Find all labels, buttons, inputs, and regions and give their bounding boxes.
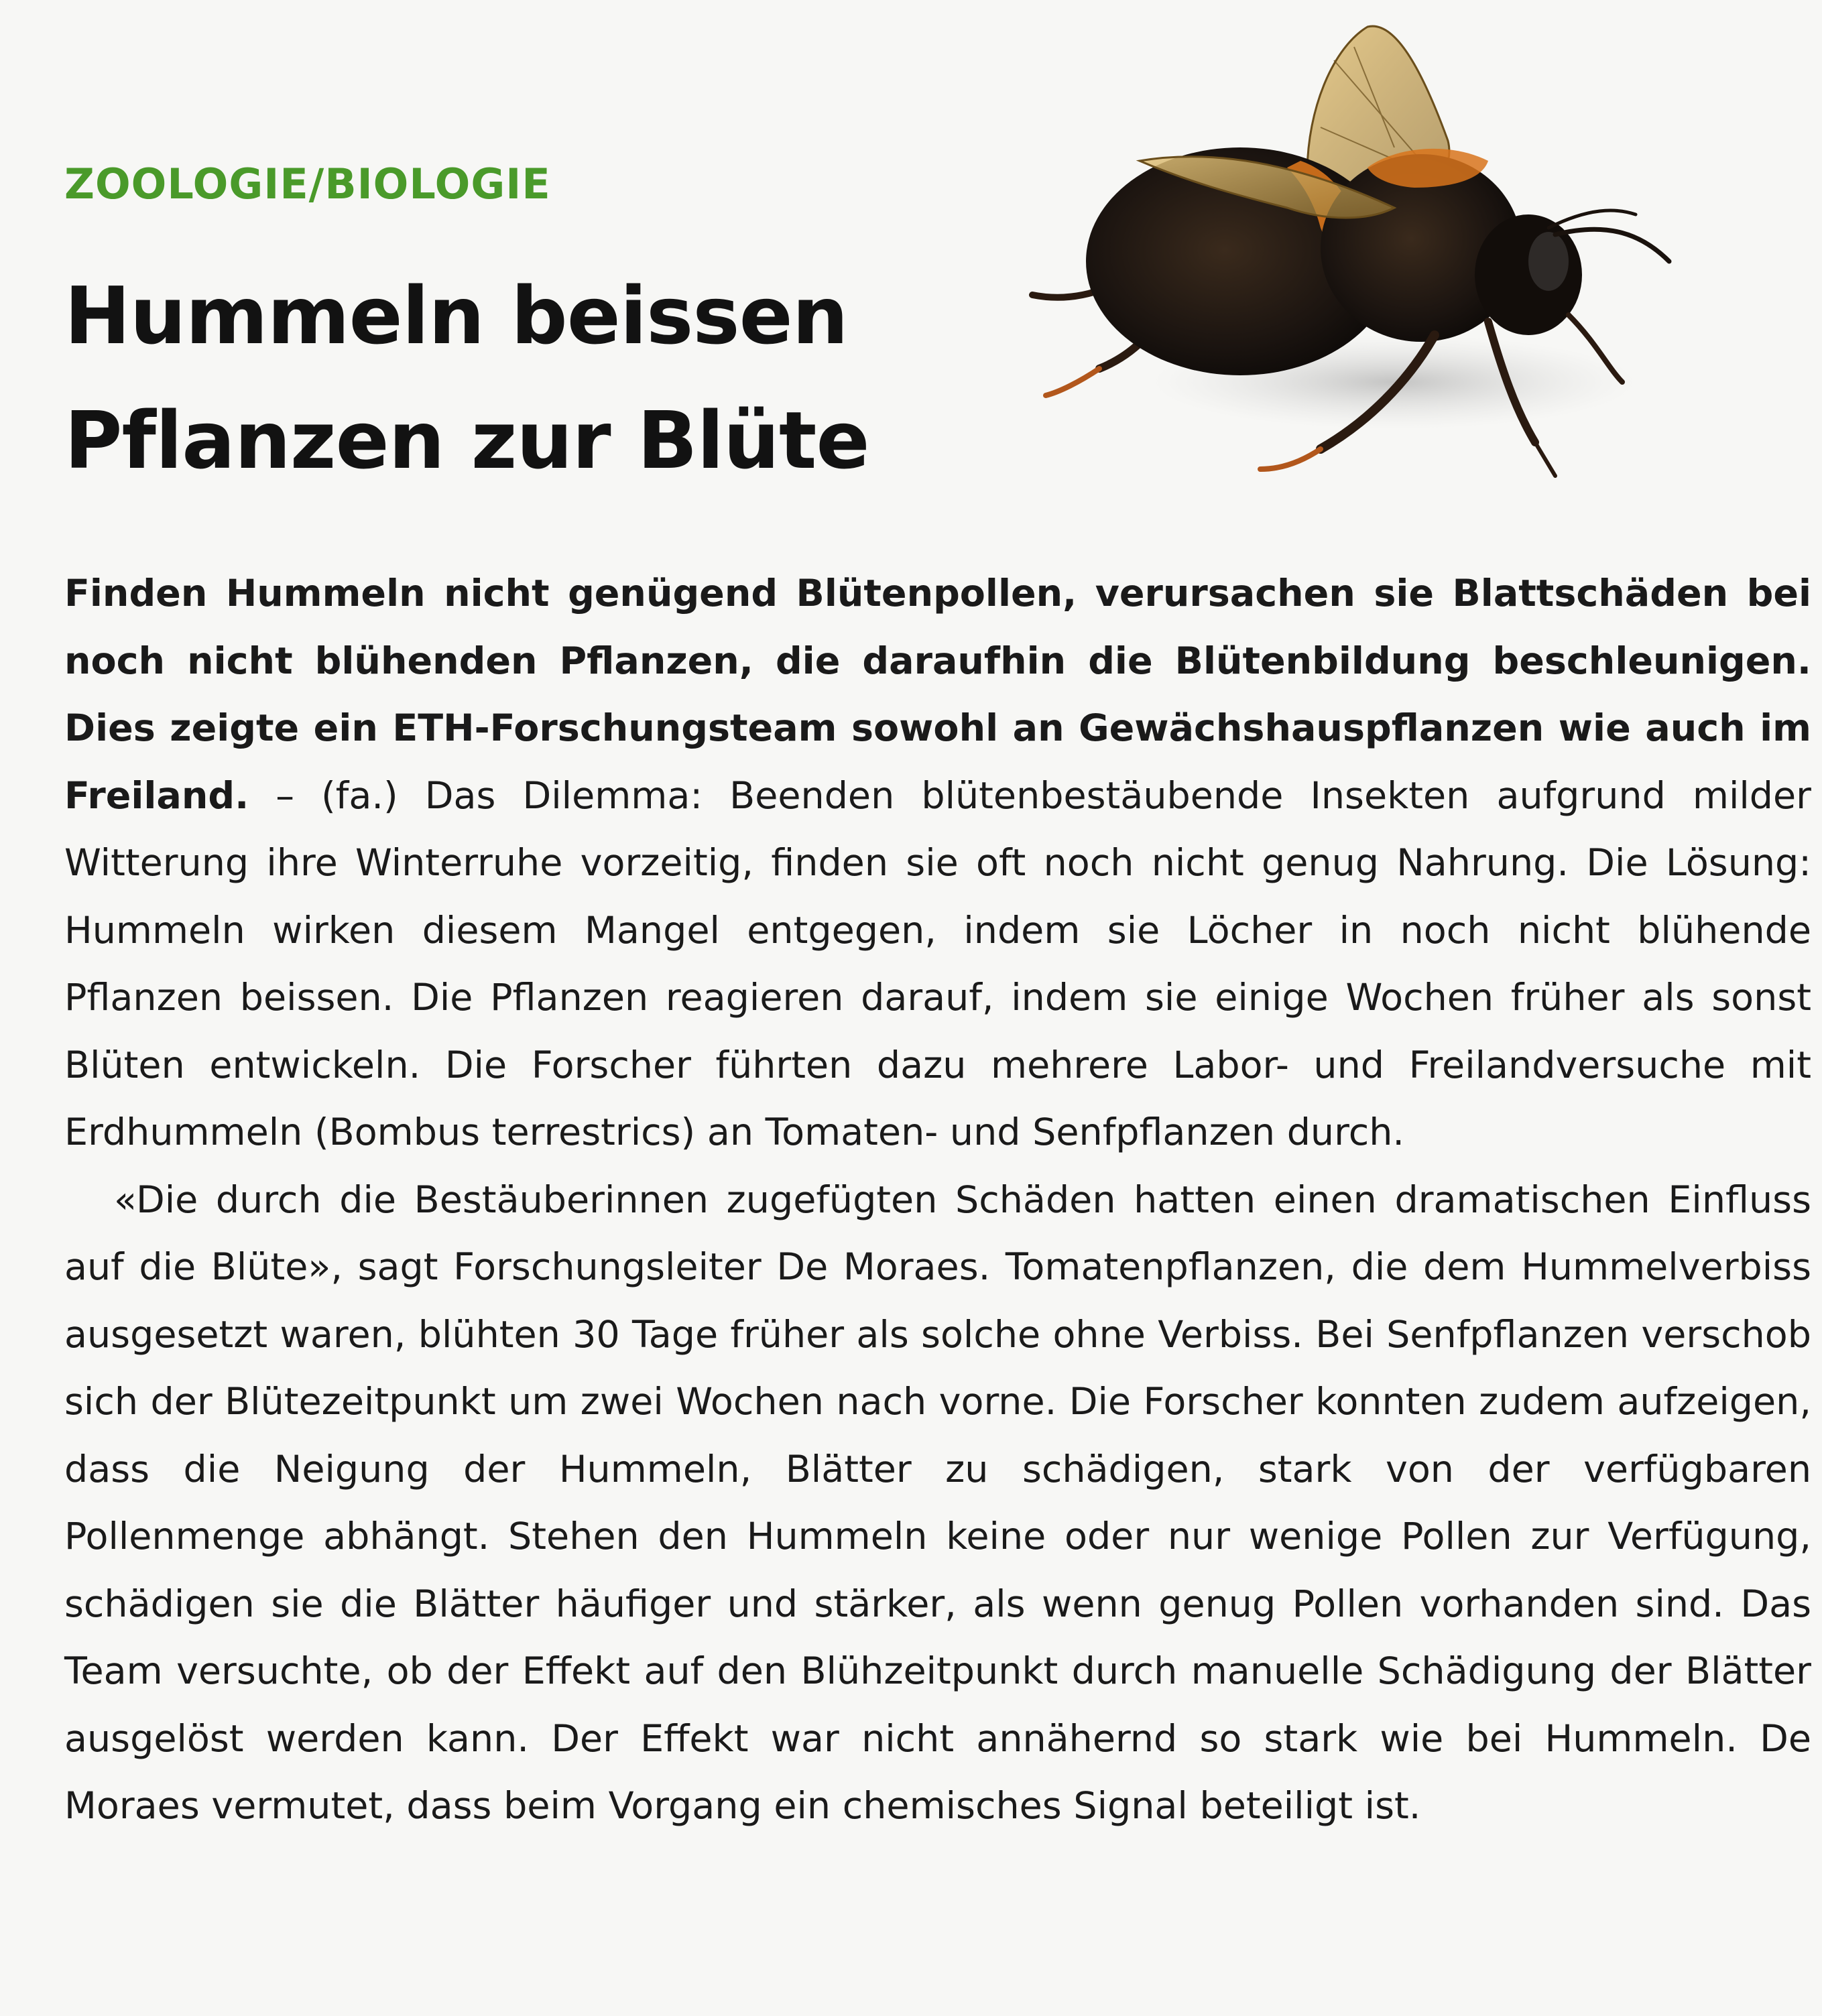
headline-line-1: Hummeln beissen	[64, 269, 848, 362]
bumblebee-photo	[1019, 7, 1676, 489]
paragraph-1-text: – (fa.) Das Dilemma: Beenden blütenbestäubende Insekten aufgrund milder Witterung ihre Winterruhe vorzeitig, finden sie oft noch nicht genug Nahrung. Die Lösung: Hummeln wirken diesem Mangel entgegen, indem sie Löcher in noch nicht blühende Pflanzen beissen. Die Pflanzen reagieren darauf, indem sie einige Wochen früher als sonst Blüten entwickeln. Die Forscher führten dazu mehrere Labor- und Freilandversuche mit Erdhummeln (Bombus terrestrics) an Tomaten- und Senfpflanzen durch.	[64, 773, 1811, 1154]
section-category: ZOOLOGIE/BIOLOGIE	[64, 160, 551, 208]
paragraph-1	[64, 560, 1811, 1167]
article-headline	[64, 253, 1003, 503]
headline-line-2: Pflanzen zur Blüte	[64, 394, 869, 487]
article-body	[64, 560, 1811, 1840]
paragraph-2: «Die durch die Bestäuberinnen zugefügten Schäden hatten einen dramatischen Einfluss auf die Blüte», sagt Forschungsleiter De Moraes. Tomatenpflanzen, die dem Hummelverbiss ausgesetzt waren, blühten 30 Tage früher als solche ohne Verbiss. Bei Senfpflanzen verschob sich der Blütezeitpunkt um zwei Wochen nach vorne. Die Forscher konnten zudem aufzeigen, dass die Neigung der Hummeln, Blätter zu schädigen, stark von der verfügbaren Pollenmenge abhängt. Stehen den Hummeln keine oder nur wenige Pollen zur Verfügung, schädigen sie die Blätter häufiger und stärker, als wenn genug Pollen vorhanden sind. Das Team versuchte, ob der Effekt auf den Blühzeitpunkt durch manuelle Schädigung der Blätter ausgelöst werden kann. Der Effekt war nicht annähernd so stark wie bei Hummeln. De Moraes vermutet, dass beim Vorgang ein chemisches Signal beteiligt ist.	[64, 1178, 1811, 1828]
lead-text: Finden Hummeln nicht genügend Blütenpollen, verursachen sie Blattschäden bei noch nicht blühenden Pflanzen, die daraufhin die Blütenbildung beschleunigen. Dies zeigte ein ETH-Forschungsteam sowohl an Gewächshauspflanzen wie auch im Freiland.	[64, 572, 1811, 818]
eye	[1528, 232, 1569, 291]
